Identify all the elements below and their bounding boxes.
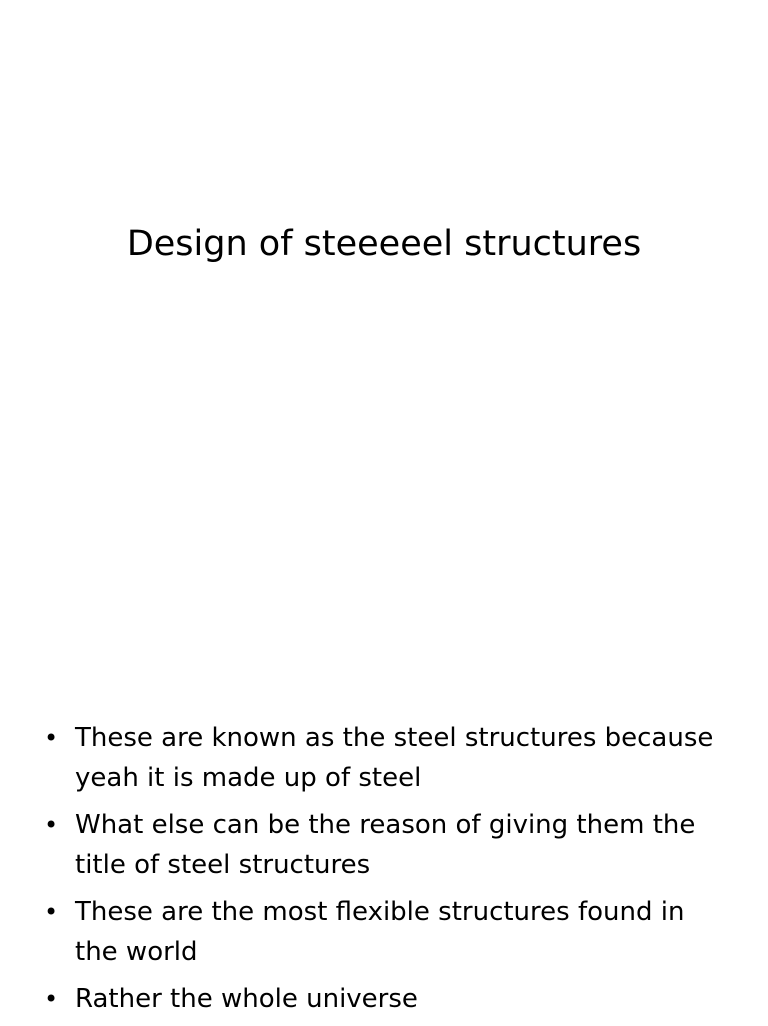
bullet-symbol: • (44, 985, 59, 1013)
bullet-symbol: • (44, 724, 59, 752)
bullet-item (44, 718, 734, 798)
bullet-item (44, 979, 734, 1019)
bullet-list (44, 718, 734, 1026)
slide-title: Design of steeeeel structures (126, 224, 642, 264)
bullet-symbol: • (44, 811, 59, 839)
bullet-item (44, 892, 734, 972)
bullet-text: What else can be the reason of giving them the title of steel structures (75, 810, 696, 880)
bullet-item (44, 805, 734, 885)
bullet-symbol: • (44, 898, 59, 926)
bullet-text: These are the most flexible structures found in the world (75, 897, 685, 967)
bullet-text: These are known as the steel structures because yeah it is made up of steel (75, 723, 714, 793)
bullet-text: Rather the whole universe (75, 984, 418, 1014)
